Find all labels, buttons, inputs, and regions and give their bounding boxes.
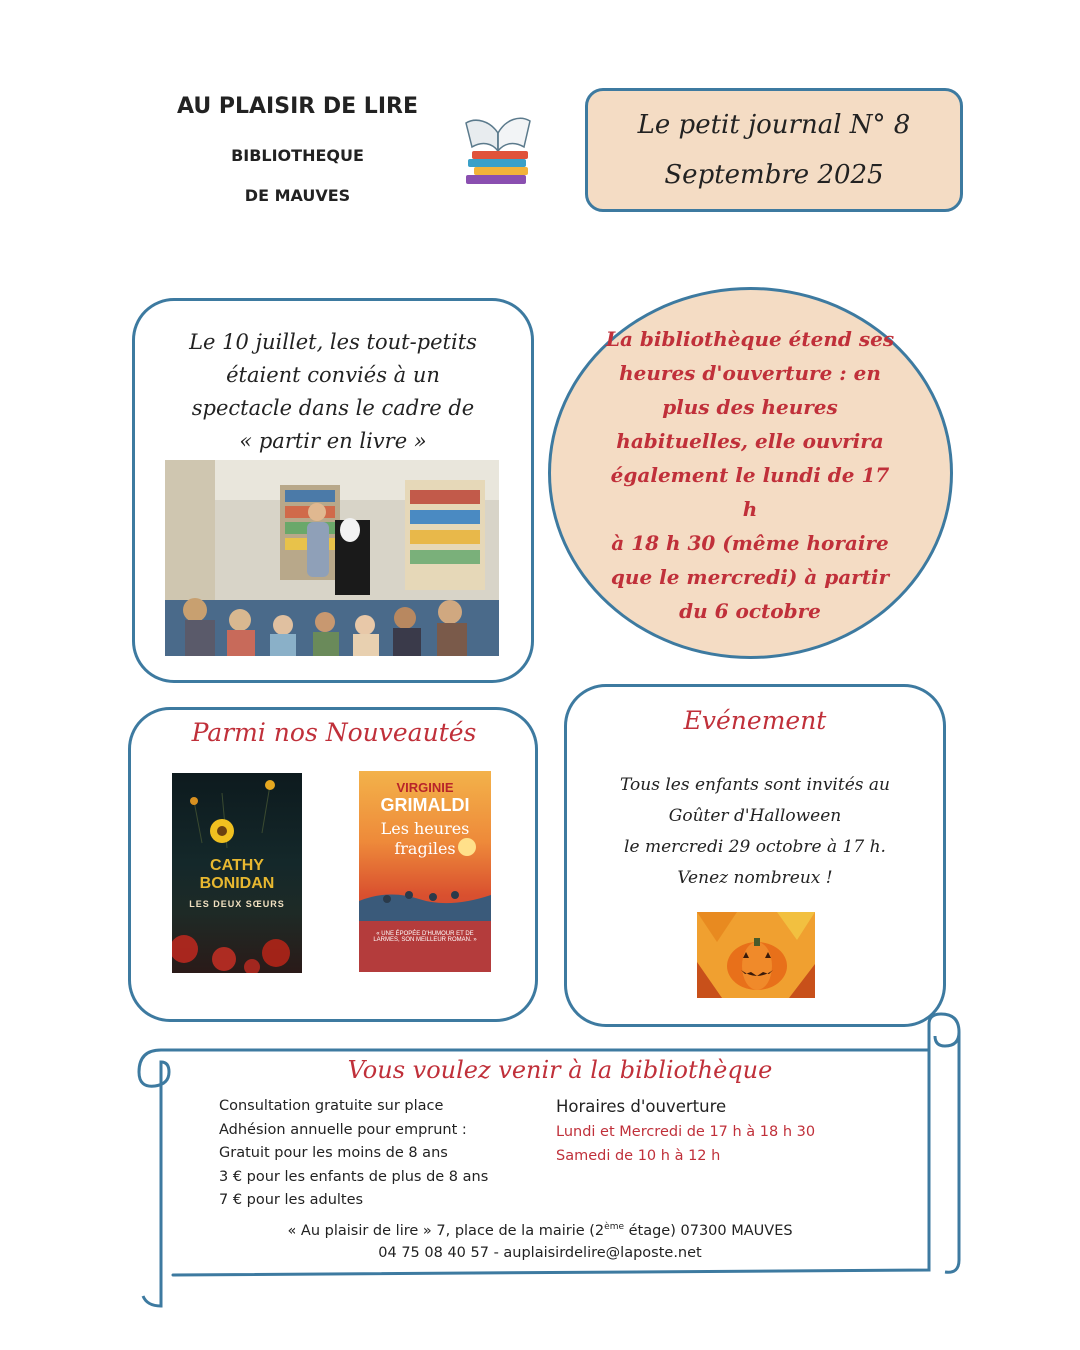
contact-info: 04 75 08 40 57 - auplaisirdelire@laposte.net bbox=[378, 1245, 702, 1261]
opening-hours-title: Horaires d'ouverture bbox=[556, 1097, 727, 1116]
july-line: Le 10 juillet, les tout-petits bbox=[189, 330, 477, 354]
info-line: 3 € pour les enfants de plus de 8 ans bbox=[219, 1168, 489, 1185]
event-text bbox=[576, 770, 934, 894]
book-2-author-last: GRIMALDI bbox=[380, 795, 470, 815]
library-show-photo bbox=[165, 460, 499, 656]
address-end: étage) 07300 MAUVES bbox=[624, 1222, 793, 1239]
book-cover-les-heures-fragiles bbox=[359, 771, 491, 972]
event-line: Venez nombreux ! bbox=[677, 868, 833, 888]
book-2-quote: « UNE ÉPOPÉE D'HUMOUR ET DE LARMES, SON MEILLEUR ROMAN. » bbox=[373, 931, 477, 943]
july-line: « partir en livre » bbox=[239, 429, 427, 453]
journal-issue: Le petit journal N° 8 bbox=[637, 110, 911, 140]
floor-suffix: ème bbox=[604, 1222, 624, 1232]
book-2-author-first: VIRGINIE bbox=[396, 780, 454, 795]
event-line: le mercredi 29 octobre à 17 h. bbox=[624, 837, 886, 857]
membership-info bbox=[219, 1095, 539, 1213]
notice-line: à 18 h 30 (même horaire bbox=[611, 531, 889, 555]
hours-notice-text bbox=[600, 322, 900, 628]
july-line: étaient conviés à un bbox=[226, 363, 440, 387]
library-name: AU PLAISIR DE LIRE bbox=[177, 94, 418, 119]
july-event-text bbox=[150, 326, 516, 458]
event-title: Evénement bbox=[683, 706, 827, 735]
event-line: Tous les enfants sont invités au bbox=[620, 775, 890, 795]
notice-line: heures d'ouverture : en bbox=[619, 361, 881, 385]
event-line: Goûter d'Halloween bbox=[668, 806, 842, 826]
pumpkin-icon bbox=[697, 912, 815, 998]
notice-line: du 6 octobre bbox=[679, 599, 821, 623]
info-line: Adhésion annuelle pour emprunt : bbox=[219, 1121, 467, 1138]
info-line: Consultation gratuite sur place bbox=[219, 1098, 444, 1114]
notice-line: que le mercredi) à partir bbox=[610, 565, 890, 589]
journal-issue-box bbox=[585, 88, 963, 212]
notice-line: habituelles, elle ouvrira bbox=[616, 429, 884, 453]
book-1-author-first: CATHY bbox=[210, 857, 264, 874]
book-2-title-1: Les heures bbox=[380, 819, 470, 838]
book-cover-les-deux-soeurs bbox=[172, 773, 302, 973]
notice-line: également le lundi de 17 h bbox=[610, 463, 890, 521]
new-books-title: Parmi nos Nouveautés bbox=[191, 718, 477, 747]
info-line: 7 € pour les adultes bbox=[219, 1192, 364, 1208]
library-town: DE MAUVES bbox=[244, 186, 351, 205]
address-start: « Au plaisir de lire » 7, place de la mairie (2 bbox=[287, 1222, 605, 1239]
notice-line: plus des heures bbox=[662, 395, 838, 419]
info-line: Gratuit pour les moins de 8 ans bbox=[219, 1145, 448, 1161]
address bbox=[190, 1222, 890, 1239]
notice-line: La bibliothèque étend ses bbox=[605, 327, 895, 351]
opening-hours-weekday: Lundi et Mercredi de 17 h à 18 h 30 bbox=[556, 1124, 816, 1140]
opening-hours-saturday: Samedi de 10 h à 12 h bbox=[556, 1148, 721, 1164]
book-1-author-last: BONIDAN bbox=[199, 875, 275, 892]
library-subtitle: BIBLIOTHEQUE bbox=[231, 146, 364, 165]
journal-date: Septembre 2025 bbox=[664, 160, 884, 190]
book-1-title: LES DEUX SŒURS bbox=[189, 899, 285, 909]
books-stack-icon bbox=[462, 103, 534, 189]
visit-title: Vous voulez venir à la bibliothèque bbox=[347, 1056, 773, 1084]
july-line: spectacle dans le cadre de bbox=[191, 396, 475, 420]
book-2-title-2: fragiles bbox=[394, 839, 456, 858]
